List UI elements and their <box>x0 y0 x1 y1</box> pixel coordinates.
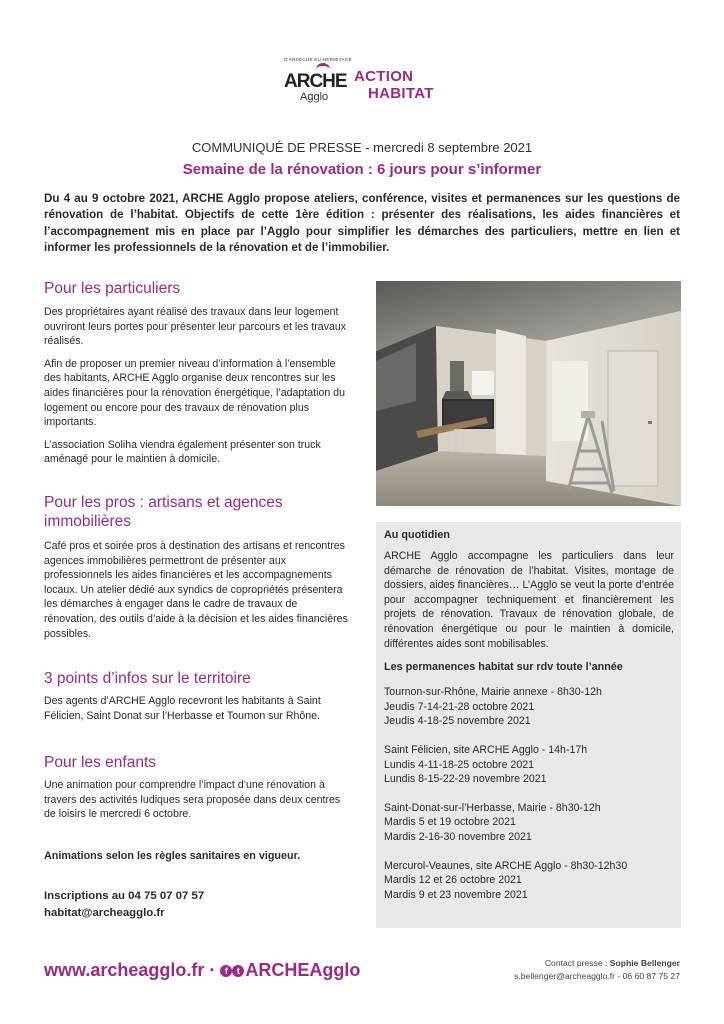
social-handle[interactable]: ARCHEAgglo <box>245 960 361 980</box>
twitter-icon[interactable]: t <box>232 965 244 977</box>
section-pros <box>44 493 350 649</box>
paragraph: L’association Soliha viendra également présenter son truck aménagé pour le maintien à domicile. <box>44 438 321 466</box>
sanitary-note: Animations selon les règles sanitaires en vigueur. <box>44 850 301 862</box>
schedule-item <box>384 743 674 787</box>
footer-links <box>44 960 360 981</box>
schedule-place: Saint Félicien, site ARCHE Agglo - 14h-17h <box>384 743 588 756</box>
inscription-email[interactable]: habitat@archeagglo.fr <box>44 907 165 919</box>
schedule-dates: Mardis 2-16-30 novembre 2021 <box>384 830 532 843</box>
inscriptions <box>44 888 204 922</box>
schedule-item <box>384 685 674 729</box>
facebook-icon[interactable]: f <box>220 965 232 977</box>
logo-tagline: D'ARDÈCHE EU HERMITAGE <box>284 57 352 62</box>
permanences-title: Les permanences habitat sur rdv toute l’année <box>384 661 623 674</box>
website-link[interactable]: www.archeagglo.fr <box>44 960 205 980</box>
logo-brand-sub: Agglo <box>300 91 329 103</box>
schedule-dates: Lundis 8-15-22-29 novembre 2021 <box>384 773 547 786</box>
paragraph: Café pros et soirée pros à destination des artisans et rencontres agences immobilières permettront de présenter aux professionnels les aides financières et les accompagnements locaux. Un atelier dédié aux syndics de copropriétés présentera les démarches à engager dans le cadre de travaux de rénovation, des outils d’aide à la décision et les aides financières possibles. <box>44 540 348 640</box>
separator: · <box>209 960 216 980</box>
paragraph: Afin de proposer un premier niveau d’information à l’ensemble des habitants, ARCHE Agglo organise deux rencontres sur les aides financières pour la rénovation énergétique, l’adaptation du logement ou encore pour des travaux de rénovation plus importants. <box>44 357 345 429</box>
section-enfants <box>44 753 350 830</box>
inscription-phone: Inscriptions au 04 75 07 07 57 <box>44 890 205 902</box>
au-quotidien-box <box>376 522 681 928</box>
headline: Semaine de la rénovation : 6 jours pour s’informer <box>182 161 542 178</box>
schedule-place: Tournon-sur-Rhône, Mairie annexe - 8h30-12h <box>384 686 602 699</box>
section-title: Pour les enfants <box>44 754 157 771</box>
section-title: Pour les particuliers <box>44 280 181 297</box>
contact-name: Sophie Bellenger <box>609 958 680 968</box>
section-points-infos <box>44 669 350 731</box>
schedule-dates: Mardis 12 et 26 octobre 2021 <box>384 874 522 887</box>
schedule-dates: Lundis 4-11-18-25 octobre 2021 <box>384 758 534 771</box>
arche-action-habitat-logo <box>282 57 442 117</box>
box-body: ARCHE Agglo accompagne les particuliers dans leur démarche de rénovation de l’habitat. Visites, montage de dossiers, aides financières… L’Agglo se veut la porte d’entrée pour accompagner techniquement et financièrement les projets de rénovation. Travaux de rénovation globale, de rénovation énergétique ou pour le maintien à domicile, différentes aides sont mobilisables. <box>384 550 674 650</box>
contact-label: Contact presse : <box>544 958 610 968</box>
logo-brand: ARCHE <box>284 71 347 92</box>
section-particuliers <box>44 279 350 475</box>
schedule-place: Mercurol-Veaunes, site ARCHE Agglo - 8h30-12h30 <box>384 859 628 872</box>
press-contact <box>514 957 680 983</box>
logo-action-line1: ACTION <box>354 68 414 85</box>
schedule-dates: Jeudis 7-14-21-28 octobre 2021 <box>384 700 535 713</box>
paragraph: Une animation pour comprendre l’impact d’une rénovation à travers des activités ludiques sera proposée dans deux centres de loisirs le mercredi 6 octobre. <box>44 779 341 821</box>
contact-details: s.bellenger@archeagglo.fr - 06 60 87 75 27 <box>514 971 680 981</box>
schedule-item <box>384 859 674 903</box>
section-title: Pour les pros : artisans et agences immobilières <box>44 494 283 530</box>
section-title: 3 points d’infos sur le territoire <box>44 670 251 687</box>
schedule-item <box>384 801 674 845</box>
box-title: Au quotidien <box>384 529 450 541</box>
logo-action-line2: HABITAT <box>368 85 434 102</box>
press-release-date: COMMUNIQUÉ DE PRESSE - mercredi 8 septembre 2021 <box>191 140 533 155</box>
intro-paragraph: Du 4 au 9 octobre 2021, ARCHE Agglo propose ateliers, conférence, visites et permanences sur les questions de rénovation de l’habitat. Objectifs de cette 1ère édition : présenter des réalisations, les aides financières et l’accompagnement mis en place par l’Agglo pour simplifier les démarches des particuliers, mettre en lien et informer les professionnels de la rénovation et de l’immobilier. <box>44 192 680 254</box>
schedule-dates: Mardis 5 et 19 octobre 2021 <box>384 816 516 829</box>
schedule-place: Saint-Donat-sur-l’Herbasse, Mairie - 8h30-12h <box>384 801 601 814</box>
schedule-dates: Mardis 9 et 23 novembre 2021 <box>384 888 528 901</box>
paragraph: Des propriétaires ayant réalisé des travaux dans leur logement ouvriront leurs portes pour présenter leur parcours et les travaux réalisés. <box>44 306 347 348</box>
paragraph: Des agents d’ARCHE Agglo recevront les habitants à Saint Félicien, Saint Donat sur l’Herbasse et Tournon sur Rhône. <box>44 695 321 722</box>
renovation-photo <box>376 281 681 506</box>
schedule-dates: Jeudis 4-18-25 novembre 2021 <box>384 715 531 728</box>
